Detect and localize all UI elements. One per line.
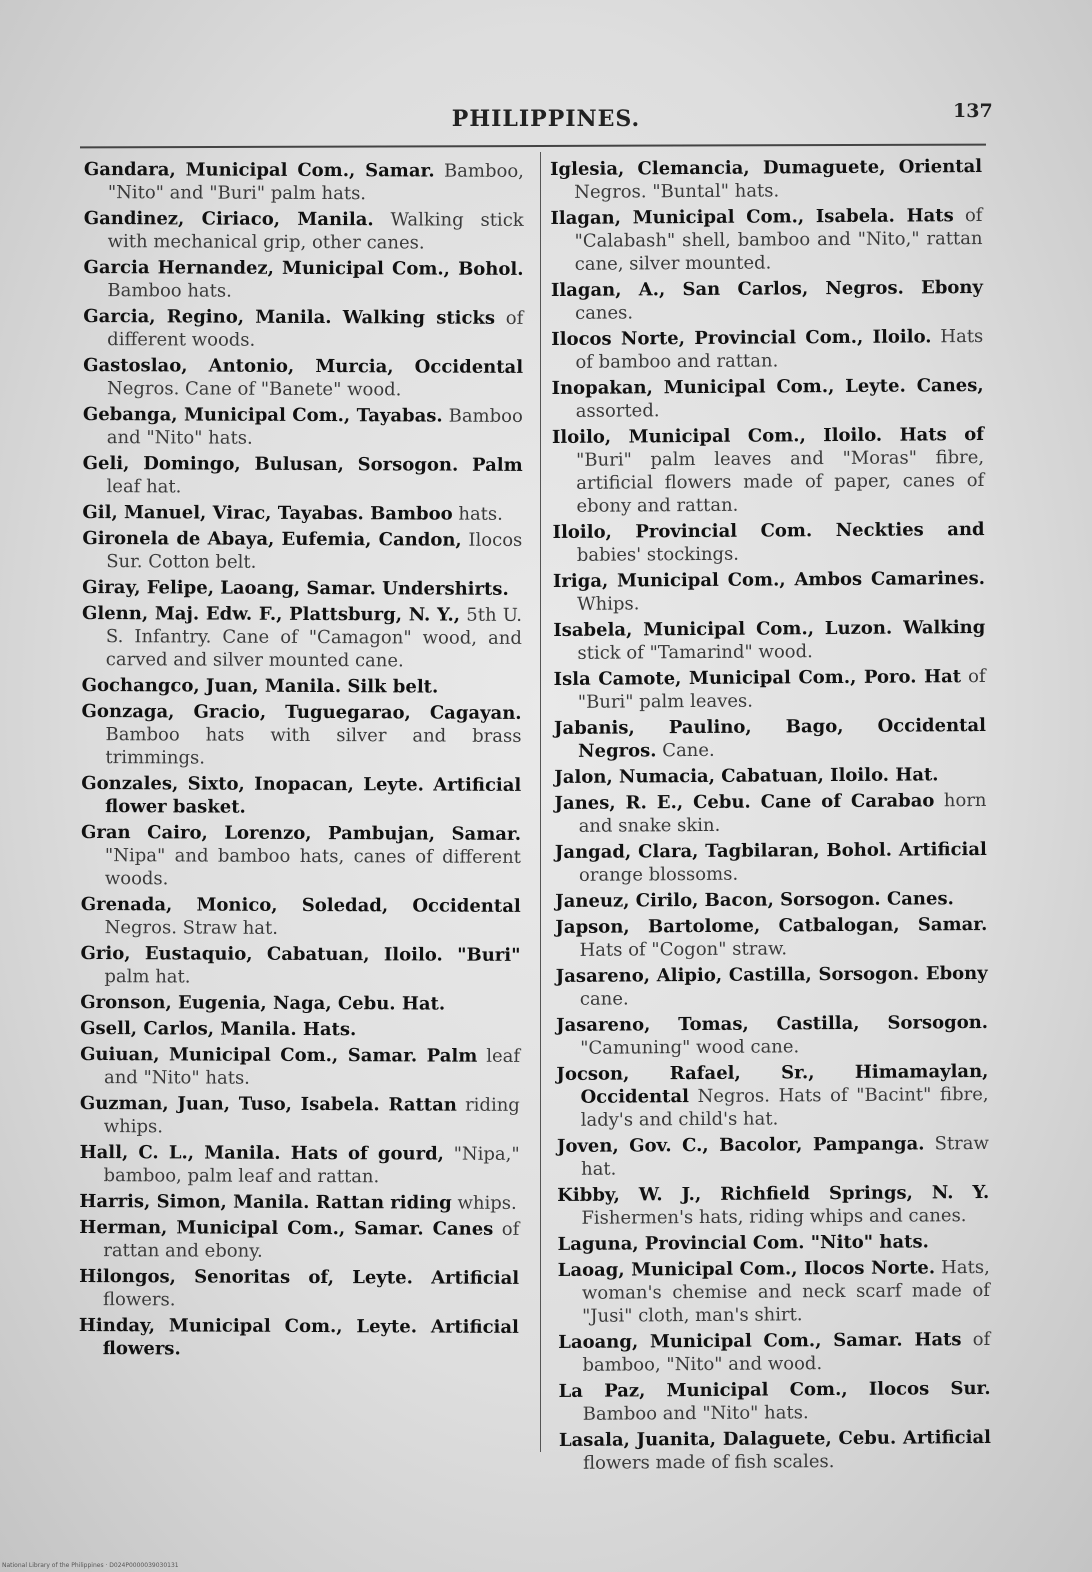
entry-description: 5th U. S. Infantry. Cane of "Camagon" wood, and carved and silver mounted cane. [105,604,523,672]
entry-description: Negros. "Buntal" hats. [574,180,780,203]
directory-entry [84,158,524,206]
directory-entry [84,207,524,255]
entry-description: cane. [579,988,629,1010]
directory-entry [559,1426,991,1475]
entry-name: Jabanis, Paulino, Bago, Occidental Negros. [553,714,987,762]
directory-entry [80,942,520,990]
directory-entry [79,1314,519,1362]
directory-entry [558,1256,990,1328]
entry-name: La Paz, Municipal Com., Ilocos Sur. [558,1377,991,1402]
entry-name: Laoang, Municipal Com., Samar. Hats [558,1329,962,1353]
entry-description: Whips. [577,593,640,615]
directory-entry [553,518,985,567]
directory-entry [82,602,522,673]
directory-entry [82,576,522,601]
directory-entry [79,1190,519,1215]
entry-description: babies' stockings. [576,543,740,566]
entry-description: palm hat. [104,966,191,988]
directory-entry [555,838,987,887]
entry-description: "Camuning" wood cane. [580,1036,800,1059]
directory-entry [83,452,523,500]
entry-description: orange blossoms. [578,863,739,886]
entry-description: "Buri" palm leaves and "Moras" fibre, artificial flowers made of paper, canes of ebony and rattan. [576,446,985,517]
entry-name: Hinday, Municipal Com., Leyte. Artificial flowers. [78,1314,519,1360]
entry-description: of different woods. [107,307,524,351]
directory-entry [80,991,520,1016]
entry-name: Laguna, Provincial Com. "Nito" hats. [557,1231,929,1255]
entry-description: horn and snake skin. [578,789,987,837]
entry-name: Gastoslao, Antonio, Murcia, Occidental [83,354,524,378]
entry-description: leaf hat. [106,476,182,498]
entry-name: Ilagan, A., San Carlos, Negros. Ebony [550,276,983,301]
entry-name: Geli, Domingo, Bulusan, Sorsogon. Palm [82,452,523,476]
entry-name: Janeuz, Cirilo, Bacon, Sorsogon. Canes. [555,888,954,912]
entry-name: Jocson, Rafael, Sr., Himamaylan, Occidental [556,1060,989,1108]
entry-description: whips. [457,1192,517,1214]
entry-name: Gronson, Eugenia, Naga, Cebu. Hat. [80,991,446,1015]
entry-description: Hats of "Cogon" straw. [579,938,788,961]
entry-name: Gebanga, Municipal Com., Tayabas. [82,403,443,427]
entry-name: Ilagan, Municipal Com., Isabela. Hats [550,205,954,229]
entry-description: of "Buri" palm leaves. [577,665,986,713]
entry-description: hats. [458,503,503,525]
directory-entry [79,1216,519,1264]
entry-description: Bamboo hats with silver and brass trimmings. [105,724,522,769]
directory-entry [554,714,986,763]
entry-description: "Nipa," bamboo, palm leaf and rattan. [103,1143,520,1188]
entry-description: stick of "Tamarind" wood. [577,641,813,664]
directory-entry [551,325,983,374]
directory-entry [553,567,985,616]
entry-name: Iloilo, Municipal Com., Iloilo. Hats of [551,423,985,448]
entry-description: riding whips. [103,1094,520,1138]
entry-description: Walking stick with mechanical grip, other canes. [107,209,524,254]
directory-entry [82,674,522,699]
entry-description: Bamboo and "Nito" hats. [582,1402,809,1425]
entry-name: Gandinez, Ciriaco, Manila. [83,207,374,231]
directory-entry [553,616,985,665]
entry-name: Gironela de Abaya, Eufemia, Candon, [82,527,462,551]
entry-description: Hats of bamboo and rattan. [575,325,984,373]
directory-entry [81,821,521,892]
entry-name: Isabela, Municipal Com., Luzon. Walking [553,616,986,641]
entry-description: assorted. [575,400,660,422]
entry-description: of rattan and ebony. [103,1218,520,1262]
page-number: 137 [953,100,993,122]
entry-name: Jasareno, Tomas, Castilla, Sorsogon. [555,1011,989,1036]
directory-entry [556,1011,988,1060]
directory-entry [80,1141,520,1189]
entry-description: Negros. Cane of "Banete" wood. [106,378,402,401]
directory-entry [83,354,523,402]
entry-description: Straw hat. [580,1132,989,1180]
entry-name: Jangad, Clara, Tagbilaran, Bohol. Artificial [554,838,987,863]
directory-entry [554,665,986,714]
entry-description: Fishermen's hats, riding whips and canes. [581,1205,967,1229]
directory-entry [557,1181,989,1230]
entry-name: Jasareno, Alipio, Castilla, Sorsogon. Ebony [555,962,988,987]
entry-description: Negros. Straw hat. [104,917,279,939]
entry-name: Gandara, Municipal Com., Samar. [83,158,435,182]
directory-entry [83,256,523,304]
entry-name: Hilongos, Senoritas of, Leyte. Artificial [79,1265,520,1289]
entry-name: Iglesia, Clemancia, Dumaguete, Oriental [550,155,983,180]
entry-name: Glenn, Maj. Edw. F., Plattsburg, N. Y., [81,602,461,626]
directory-entry [83,305,523,353]
entry-name: Isla Camote, Municipal Com., Poro. Hat [553,666,962,690]
entry-description: Bamboo, "Nito" and "Buri" palm hats. [107,160,524,205]
directory-entry [554,789,986,838]
right-column [550,155,991,1478]
column-divider [540,152,541,1452]
directory-entry [550,204,982,276]
entry-description: Negros. Hats of "Bacint" fibre, lady's and child's hat. [580,1083,989,1131]
entry-description: canes. [575,302,634,324]
entry-name: Giray, Felipe, Laoang, Samar. Undershirts. [82,576,509,600]
entry-name: Jalon, Numacia, Cabatuan, Iloilo. Hat. [554,764,939,788]
directory-entry [83,403,523,451]
directory-entry [552,374,984,423]
entry-name: Gochangco, Juan, Manila. Silk belt. [81,674,439,698]
entry-name: Ilocos Norte, Provincial Com., Iloilo. [551,326,932,350]
entry-description: Bamboo and "Nito" hats. [106,405,523,449]
directory-entry [557,1132,989,1181]
footer-note: National Library of the Philippines · D024P0000039030131 [2,1562,179,1569]
directory-entry [80,1017,520,1042]
directory-entry [554,763,986,789]
directory-entry [82,501,522,526]
entry-name: Lasala, Juanita, Dalaguete, Cebu. Artificial [558,1426,992,1451]
entry-description: "Nipa" and bamboo hats, canes of different woods. [104,845,521,890]
entry-name: Grenada, Monico, Soledad, Occidental [80,893,521,917]
entry-name: Gran Cairo, Lorenzo, Pambujan, Samar. [81,821,522,845]
directory-entry [555,887,987,913]
entry-name: Garcia Hernandez, Municipal Com., Bohol. [83,256,524,280]
entry-name: Inopakan, Municipal Com., Leyte. Canes, [551,374,984,399]
directory-entry [80,1092,520,1140]
directory-entry [558,1328,990,1377]
directory-entry [556,1060,988,1132]
entry-description: Ilocos Sur. Cotton belt. [106,529,523,573]
directory-entry [80,1043,520,1091]
entry-name: Gonzales, Sixto, Inopacan, Leyte. Artificial flower basket. [81,772,522,818]
entry-description: flowers made of fish scales. [583,1451,835,1474]
entry-description: leaf and "Nito" hats. [103,1045,521,1089]
entry-name: Japson, Bartolome, Catbalogan, Samar. [555,913,988,938]
entry-description: flowers. [102,1289,176,1311]
entry-name: Iriga, Municipal Com., Ambos Camarines. [552,567,986,592]
entry-name: Grio, Eustaquio, Cabatuan, Iloilo. "Buri" [80,942,521,966]
directory-entry [82,527,522,575]
entry-name: Gonzaga, Gracio, Tuguegarao, Cagayan. [81,700,522,724]
entry-name: Herman, Municipal Com., Samar. Canes [79,1216,494,1240]
entry-name: Janes, R. E., Cebu. Cane of Carabao [554,790,935,814]
page-title: PHILIPPINES. [451,106,641,132]
directory-entry [79,1265,519,1313]
entry-name: Guzman, Juan, Tuso, Isabela. Rattan [79,1092,457,1116]
directory-entry [558,1230,990,1256]
directory-entry [81,772,521,820]
entry-name: Iloilo, Provincial Com. Neckties and [552,518,985,543]
entry-description: Hats, woman's chemise and neck scarf made of "Jusi" cloth, man's shirt. [581,1256,990,1327]
left-column [79,158,524,1365]
directory-entry [81,893,521,941]
directory-entry [559,1377,991,1426]
directory-entry [555,913,987,962]
entry-name: Kibby, W. J., Richfield Springs, N. Y. [557,1181,990,1206]
entry-description: of bamboo, "Nito" and wood. [582,1328,991,1376]
header-rule [80,144,986,149]
entry-name: Gsell, Carlos, Manila. Hats. [80,1017,357,1041]
entry-name: Gil, Manuel, Virac, Tayabas. Bamboo [82,501,453,525]
entry-name: Laoag, Municipal Com., Ilocos Norte. [557,1257,936,1281]
directory-entry [552,423,985,518]
entry-name: Guiuan, Municipal Com., Samar. Palm [80,1043,478,1067]
directory-entry [551,276,983,325]
entry-description: Bamboo hats. [107,280,232,302]
entry-description: Cane. [662,739,715,762]
entry-name: Hall, C. L., Manila. Hats of gourd, [79,1141,445,1165]
directory-entry [550,155,982,204]
directory-entry [556,962,988,1011]
entry-name: Harris, Simon, Manila. Rattan riding [79,1190,452,1214]
entry-name: Garcia, Regino, Manila. Walking sticks [83,305,496,329]
entry-description: of "Calabash" shell, bamboo and "Nito," rattan cane, silver mounted. [574,204,983,275]
entry-name: Joven, Gov. C., Bacolor, Pampanga. [556,1133,925,1157]
directory-entry [81,700,521,771]
